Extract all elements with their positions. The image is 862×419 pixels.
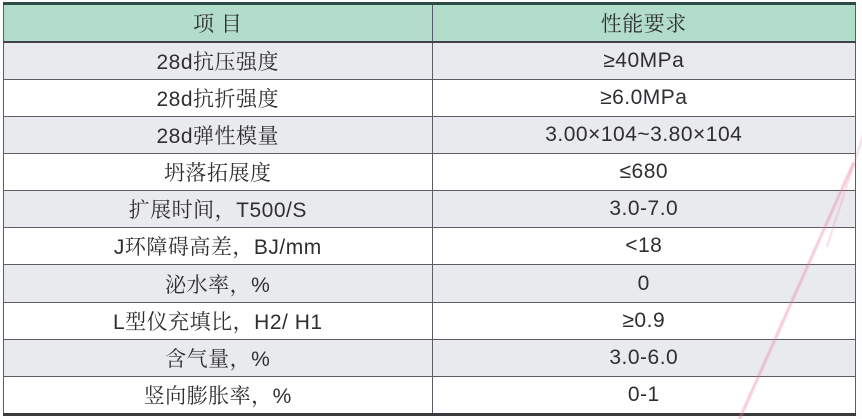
- requirement-cell: 3.00×104~3.80×104: [432, 117, 855, 154]
- item-cell: 28d抗压强度: [4, 42, 433, 80]
- requirement-cell: ≥40MPa: [432, 42, 855, 80]
- item-cell: J环障碍高差，BJ/mm: [4, 228, 433, 265]
- table-row: [4, 80, 856, 117]
- requirement-cell: ≤680: [432, 154, 855, 191]
- requirement-cell: ≥6.0MPa: [432, 80, 855, 117]
- table-row: [4, 339, 856, 376]
- item-cell: 竖向膨胀率，%: [4, 376, 433, 414]
- table-row: [4, 154, 856, 191]
- table-row: [4, 191, 856, 228]
- table-row: [4, 376, 856, 414]
- table-row: [4, 302, 856, 339]
- item-cell: 扩展时间，T500/S: [4, 191, 433, 228]
- item-cell: 28d抗折强度: [4, 80, 433, 117]
- requirement-cell: 0-1: [432, 376, 855, 414]
- requirement-cell: 3.0-6.0: [432, 339, 855, 376]
- table-row: [4, 42, 856, 80]
- item-cell: 泌水率，%: [4, 265, 433, 302]
- table-header-row: [4, 4, 856, 43]
- item-cell: L型仪充填比，H2/ H1: [4, 302, 433, 339]
- requirement-cell: 3.0-7.0: [432, 191, 855, 228]
- requirement-cell: <18: [432, 228, 855, 265]
- table-row: [4, 265, 856, 302]
- table-row: [4, 117, 856, 154]
- column-header-requirement: 性能要求: [432, 4, 855, 43]
- table-row: [4, 228, 856, 265]
- requirement-cell: 0: [432, 265, 855, 302]
- item-cell: 28d弹性模量: [4, 117, 433, 154]
- item-cell: 坍落拓展度: [4, 154, 433, 191]
- column-header-item: 项 目: [4, 4, 433, 43]
- requirement-cell: ≥0.9: [432, 302, 855, 339]
- item-cell: 含气量，%: [4, 339, 433, 376]
- performance-requirements-table: [3, 2, 856, 416]
